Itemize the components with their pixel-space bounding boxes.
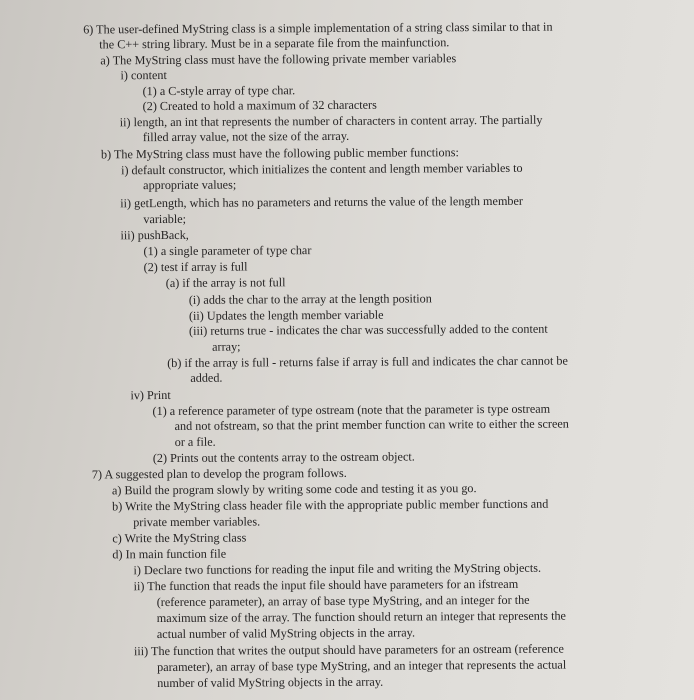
doc-line: i) content [120,67,167,83]
doc-line: variable; [143,211,187,227]
doc-line: c) Write the MyString class [112,530,247,546]
doc-line: (2) Created to hold a maximum of 32 characters [142,97,377,114]
doc-line: (i) adds the char to the array at the length position [188,291,432,307]
doc-line: number of valid MyString objects in the array. [157,674,384,691]
doc-line: iv) Print [130,387,171,403]
doc-line: d) In main function file [112,546,227,562]
doc-line: (iii) returns true - indicates the char was successfully added to the content [188,321,548,338]
doc-line: 7) A suggested plan to develop the program follows. [91,465,347,482]
doc-line: (ii) Updates the length member variable [188,307,384,323]
doc-line: b) The MyString class must have the following public member functions: [100,145,459,162]
doc-line: maximum size of the array. The function should return an integer that represents the [156,608,566,626]
doc-line: private member variables. [133,514,261,530]
doc-line: array; [212,339,241,354]
doc-line: (1) a C-style array of type char. [142,83,296,99]
doc-line: i) default constructor, which initializes the content and length member variables to [120,160,523,178]
doc-line: ii) length, an int that represents the number of characters in content array. The partially [119,112,543,130]
doc-line: iii) The function that writes the output should have parameters for an ostream (reference [133,641,564,659]
doc-line: 6) The user-defined MyString class is a simple implementation of a string class similar to that in [83,19,553,37]
doc-line: parameter), an array of base type MyString, and an integer that represents the actual [157,657,567,675]
doc-line: and not ofstream, so that the print member function can write to either the screen [174,416,569,433]
doc-line: or a file. [174,434,216,449]
doc-line: (2) test if array is full [143,259,248,275]
doc-line: a) The MyString class must have the following private member variables [100,51,457,68]
doc-line: (2) Prints out the contents array to the ostream object. [152,449,415,466]
doc-line: filled array value, not the size of the array. [142,128,350,145]
doc-line: (reference parameter), an array of base type MyString, and an integer for the [156,592,530,610]
doc-line: iii) pushBack, [120,227,189,243]
doc-line: ii) The function that reads the input file should have parameters for an ifstream [133,576,519,594]
doc-line: ii) getLength, which has no parameters and returns the value of the length member [120,193,524,211]
doc-line: actual number of valid MyString objects in the array. [156,625,416,642]
doc-line: i) Declare two functions for reading the input file and writing the MyString objects. [133,560,542,578]
doc-line: b) Write the MyString class header file with the appropriate public member functions and [112,496,549,514]
doc-line: (1) a single parameter of type char [143,243,312,259]
doc-line: (1) a reference parameter of type ostream (note that the parameter is type ostream [152,401,551,419]
doc-line: added. [190,370,223,385]
doc-line: (a) if the array is not full [165,275,286,290]
doc-line: a) Build the program slowly by writing some code and testing it as you go. [111,481,477,498]
doc-line: (b) if the array is full - returns false if array is full and indicates the char cannot be [167,353,568,370]
doc-line: the C++ string library. Must be in a separate file from the mainfunction. [99,35,450,52]
doc-line: appropriate values; [143,177,237,193]
